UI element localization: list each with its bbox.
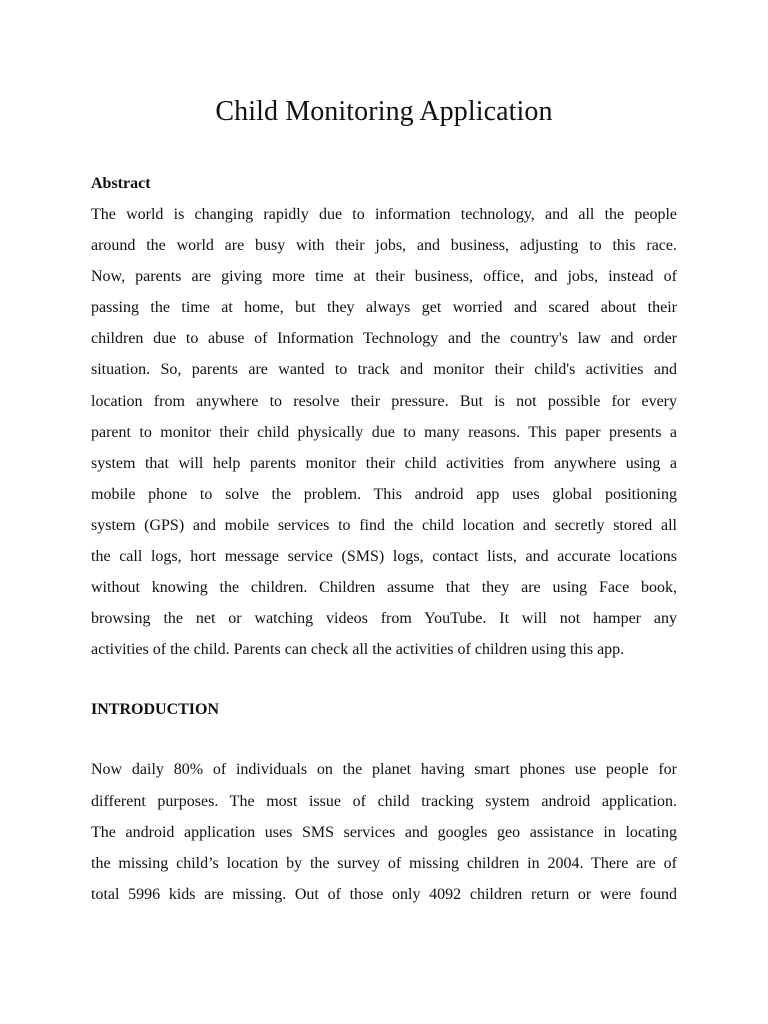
abstract-line: around the world are busy with their jobs, and business, adjusting to this race.	[91, 237, 677, 255]
abstract-line: without knowing the children. Children assume that they are using Face book,	[91, 579, 677, 597]
introduction-line: the missing child’s location by the survey of missing children in 2004. There are of	[91, 854, 677, 872]
abstract-heading: Abstract	[91, 175, 151, 192]
abstract-line: parent to monitor their child physically due to many reasons. This paper presents a	[91, 423, 677, 441]
introduction-line: different purposes. The most issue of child tracking system android application.	[91, 792, 677, 810]
abstract-line: passing the time at home, but they always get worried and scared about their	[91, 299, 677, 317]
abstract-line: system that will help parents monitor their child activities from anywhere using a	[91, 454, 677, 472]
abstract-line: The world is changing rapidly due to information technology, and all the people	[91, 206, 677, 223]
abstract-line: activities of the child. Parents can check all the activities of children using this app.	[91, 641, 625, 659]
abstract-line: location from anywhere to resolve their pressure. But is not possible for every	[91, 392, 677, 410]
abstract-line: Now, parents are giving more time at their business, office, and jobs, instead of	[91, 268, 677, 286]
abstract-line: system (GPS) and mobile services to find the child location and secretly stored all	[91, 516, 677, 534]
introduction-paragraph	[91, 754, 677, 909]
introduction-heading: INTRODUCTION	[91, 701, 220, 719]
introduction-line: total 5996 kids are missing. Out of those only 4092 children return or were found	[91, 885, 677, 903]
introduction-line: The android application uses SMS services and googles geo assistance in locating	[91, 823, 677, 841]
abstract-line: the call logs, hort message service (SMS) logs, contact lists, and accurate locations	[91, 548, 677, 566]
abstract-line: browsing the net or watching videos from YouTube. It will not hamper any	[91, 610, 677, 628]
document-title: Child Monitoring Application	[215, 96, 553, 127]
introduction-line: Now daily 80% of individuals on the planet having smart phones use people for	[91, 761, 677, 779]
abstract-paragraph	[91, 199, 677, 665]
abstract-line: children due to abuse of Information Technology and the country's law and order	[91, 330, 677, 348]
abstract-line: mobile phone to solve the problem. This android app uses global positioning	[91, 485, 677, 503]
abstract-line: situation. So, parents are wanted to track and monitor their child's activities and	[91, 361, 677, 379]
